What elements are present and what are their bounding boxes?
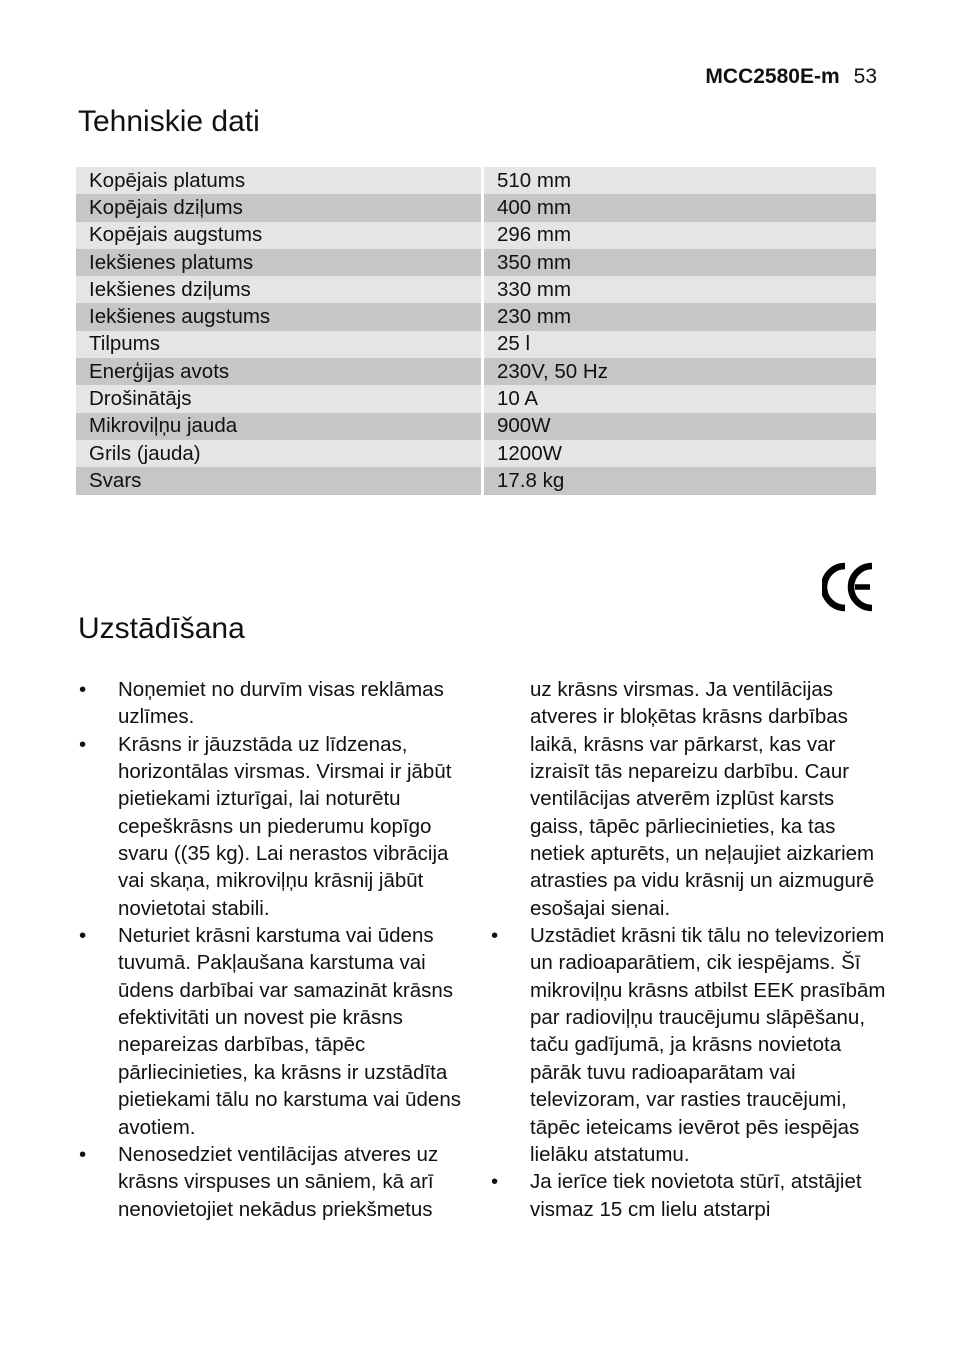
spec-value: 230V, 50 Hz xyxy=(483,358,877,385)
spec-label: Mikroviļņu jauda xyxy=(76,413,483,440)
spec-label: Kopējais augstums xyxy=(76,222,483,249)
ce-mark-icon xyxy=(822,560,876,614)
table-row xyxy=(76,385,876,412)
install-list-left xyxy=(78,676,464,1223)
spec-value: 296 mm xyxy=(483,222,877,249)
section-title-install: Uzstādīšana xyxy=(78,612,245,645)
spec-label: Svars xyxy=(76,467,483,494)
list-item: • Nenosedziet ventilācijas atveres uz krāsns virspuses un sāniem, kā arī nenovietojiet nekādus priekšmetus xyxy=(78,1141,464,1223)
table-row xyxy=(76,440,876,467)
spec-value: 17.8 kg xyxy=(483,467,877,494)
list-item: • Noņemiet no durvīm visas reklāmas uzlīmes. xyxy=(78,676,464,731)
spec-table xyxy=(76,167,876,495)
list-item: • Neturiet krāsni karstuma vai ūdens tuvumā. Pakļaušana karstuma vai ūdens darbībai var samazināt krāsns efektivitāti un novest pie krāsns nepareizas darbības, tāpēc pārliecinieties, ka krāsns ir uzstādīta pietiekami tālu no karstuma vai ūdens avotiem. xyxy=(78,922,464,1141)
install-list-right xyxy=(490,676,890,1223)
page-number: 53 xyxy=(853,65,877,88)
spec-label: Iekšienes augstums xyxy=(76,303,483,330)
list-item: uz krāsns virsmas. Ja ventilācijas atveres ir bloķētas krāsns darbības laikā, krāsns var pārkarst, kas var izraisīt tās nepareizu darbību. Caur ventilācijas atverēm izplūst karsts gaiss, tāpēc pārliecinieties, ka tas netiek apturēts, un neļaujiet aizkariem atrasties pa vidu krāsnij un aizmugurē esošajai sienai. xyxy=(530,678,875,920)
list-item: • Krāsns ir jāuzstāda uz līdzenas, horizontālas virsmas. Virsmai ir jābūt pietiekami izturīgai, lai noturētu cepeškrāsns un piederumu kopīgo svaru ((35 kg). Lai nerastos vibrācija vai skaņa, mikroviļņu krāsnij jābūt novietotai stabili. xyxy=(78,731,464,922)
list-item: • Uzstādiet krāsni tik tālu no televizoriem un radioaparātiem, cik iespējams. Šī mikroviļņu krāsns atbilst EEK prasībām par radioviļņu traucējumu slāpēšanu, taču gadījumā, ja krāsns novietota pārāk tuvu radioaparātam vai televizoram, var rasties traucējumi, tāpēc ieteicams ievērot pēs iespējas lielāku atstatumu. xyxy=(490,922,890,1168)
table-row xyxy=(76,331,876,358)
table-row xyxy=(76,276,876,303)
list-item: • Ja ierīce tiek novietota stūrī, atstājiet vismaz 15 cm lielu atstarpi xyxy=(490,1168,890,1223)
table-row xyxy=(76,194,876,221)
spec-label: Kopējais platums xyxy=(76,167,483,194)
spec-label: Drošinātājs xyxy=(76,385,483,412)
table-row xyxy=(76,249,876,276)
table-row xyxy=(76,413,876,440)
table-row xyxy=(76,167,876,194)
spec-label: Iekšienes platums xyxy=(76,249,483,276)
spec-value: 230 mm xyxy=(483,303,877,330)
spec-label: Iekšienes dziļums xyxy=(76,276,483,303)
table-row xyxy=(76,222,876,249)
model-number: MCC2580E-m xyxy=(705,65,840,88)
spec-value: 10 A xyxy=(483,385,877,412)
spec-value: 900W xyxy=(483,413,877,440)
spec-value: 510 mm xyxy=(483,167,877,194)
spec-value: 400 mm xyxy=(483,194,877,221)
spec-label: Tilpums xyxy=(76,331,483,358)
spec-value: 25 l xyxy=(483,331,877,358)
table-row xyxy=(76,303,876,330)
page-header xyxy=(705,64,877,90)
spec-value: 350 mm xyxy=(483,249,877,276)
spec-label: Grils (jauda) xyxy=(76,440,483,467)
spec-value: 1200W xyxy=(483,440,877,467)
section-title-tech: Tehniskie dati xyxy=(78,105,260,138)
table-row xyxy=(76,467,876,494)
spec-value: 330 mm xyxy=(483,276,877,303)
table-row xyxy=(76,358,876,385)
spec-label: Enerģijas avots xyxy=(76,358,483,385)
spec-label: Kopējais dziļums xyxy=(76,194,483,221)
